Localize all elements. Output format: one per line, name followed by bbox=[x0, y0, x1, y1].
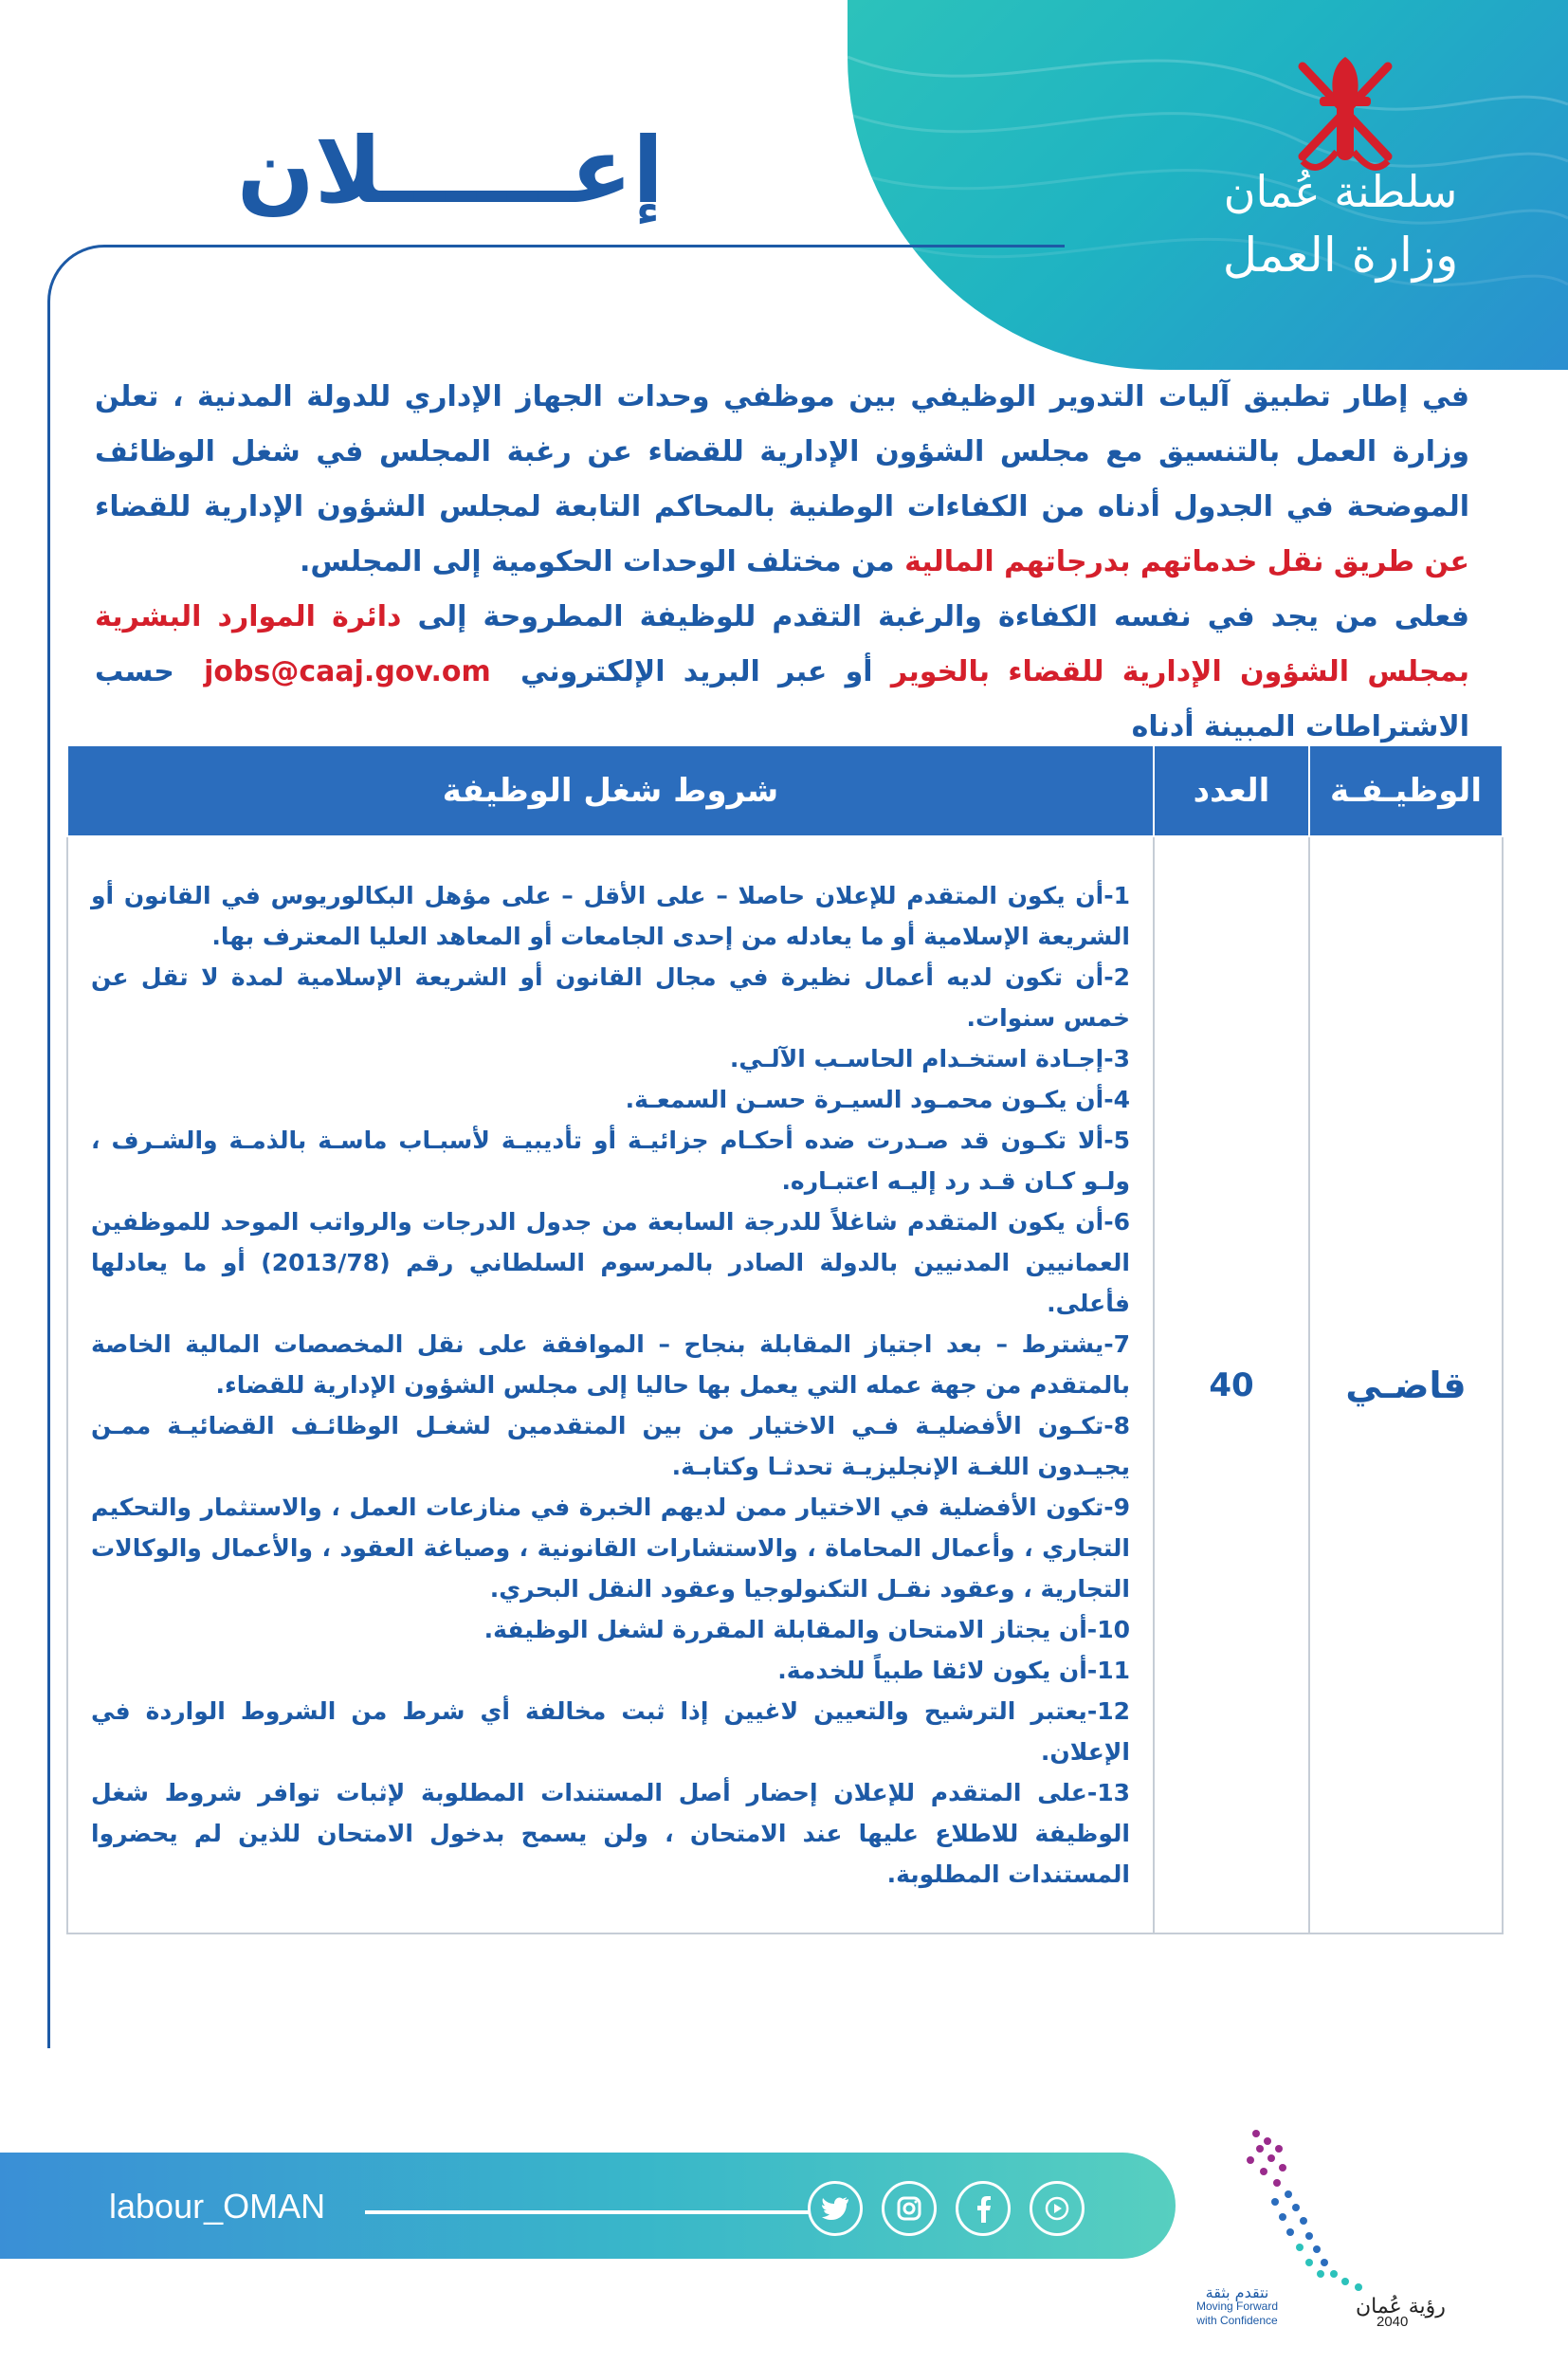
header-count: العدد bbox=[1154, 745, 1309, 836]
intro-p1-text-end: من مختلف الوحدات الحكومية إلى المجلس. bbox=[299, 545, 895, 578]
oman-emblem-icon bbox=[1274, 38, 1416, 180]
condition-item: 9-تكون الأفضلية في الاختيار ممن لديهم الخبرة في منازعات العمل ، والاستثمار والتحكيم التجاري ، وأعمال المحاماة ، والاستشارات القانونية ، وصياغة العقود ، والأعمال والوكالات التجارية ، وعقود نقـل التكنولوجيا وعقود النقل البحري. bbox=[91, 1494, 1130, 1603]
vision-label: رؤية عُمان bbox=[1356, 2295, 1446, 2318]
frame-left-border bbox=[47, 313, 50, 2048]
header-conditions: شروط شغل الوظيفة bbox=[67, 745, 1154, 836]
condition-item: 2-أن تكون لديه أعمال نظيرة في مجال القانون أو الشريعة الإسلامية لمدة لا تقل عن خمس سنوات. bbox=[91, 963, 1130, 1032]
intro-text bbox=[95, 370, 1469, 755]
condition-item: 12-يعتبر الترشيح والتعيين لاغيين إذا ثبت مخالفة أي شرط من الشروط الواردة في الإعلان. bbox=[91, 1697, 1130, 1766]
condition-item: 10-أن يجتاز الامتحان والمقابلة المقررة لشغل الوظيفة. bbox=[483, 1616, 1130, 1643]
cell-job: قاضـي bbox=[1309, 836, 1503, 1933]
motto-english-line1: Moving Forward bbox=[1195, 2300, 1279, 2313]
vision-year: 2040 bbox=[1377, 2314, 1409, 2330]
condition-item: 3-إجـادة استخـدام الحاسـب الآلـي. bbox=[729, 1045, 1130, 1072]
conditions-list bbox=[91, 875, 1130, 1895]
condition-item: 13-على المتقدم للإعلان إحضار أصل المستندات المطلوبة لإثبات توافر شروط شغل الوظيفة للاطلاع عليها عند الامتحان ، ولن يسمح بدخول الامتحان للذين لم يحضروا المستندات المطلوبة. bbox=[91, 1779, 1130, 1888]
condition-item: 5-ألا تكـون قد صـدرت ضده أحكـام جزائيـة أو تأديبيـة لأسبـاب ماسـة بالذمـة والشـرف ، ولـو كـان قـد رد إليـه اعتبـاره. bbox=[91, 1127, 1130, 1195]
ministry-name-line1: سلطنة عُمان bbox=[1223, 166, 1458, 217]
intro-paragraph-2 bbox=[95, 590, 1469, 755]
condition-item: 11-أن يكون لائقا طبياً للخدمة. bbox=[777, 1657, 1130, 1684]
motto-arabic: نتقدم بثقة bbox=[1205, 2283, 1269, 2301]
condition-item: 6-أن يكون المتقدم شاغلاً للدرجة السابعة من جدول الدرجات والرواتب الموحد للموظفين العمانيين المدنيين بالدولة الصادر بالمرسوم السلطاني رقم (2013/78) أو ما يعادلها فأعلى. bbox=[91, 1208, 1130, 1317]
header-job: الوظيـفـة bbox=[1309, 745, 1503, 836]
table-row bbox=[67, 836, 1503, 1933]
intro-p2-text-mid: أو عبر البريد الإلكتروني bbox=[520, 655, 873, 688]
vision-motto bbox=[1185, 2285, 1289, 2328]
social-handle[interactable]: labour_OMAN bbox=[109, 2187, 326, 2226]
condition-item: 7-يشترط – بعد اجتياز المقابلة بنجاح – الموافقة على نقل المخصصات المالية الخاصة بالمتقدم من جهة عمله التي يعمل بها حاليا إلى مجلس الشؤون الإدارية للقضاء. bbox=[91, 1330, 1130, 1399]
cell-conditions bbox=[67, 836, 1154, 1933]
intro-p2-text: فعلى من يجد في نفسه الكفاءة والرغبة التقدم للوظيفة المطروحة إلى bbox=[417, 600, 1469, 633]
jobs-table bbox=[66, 744, 1504, 1934]
twitter-icon[interactable] bbox=[808, 2181, 863, 2236]
frame-top-border bbox=[47, 245, 1065, 342]
condition-item: 8-تكـون الأفضليـة فـي الاختيار من بين المتقدمين لشغـل الوظائـف القضائيـة ممـن يجيـدون اللغـة الإنجليزيـة تحدثـا وكتابـة. bbox=[91, 1412, 1130, 1480]
intro-paragraph-1 bbox=[95, 370, 1469, 590]
announcement-title: إعــــــلان bbox=[236, 118, 664, 224]
intro-p2-text-end: حسب الاشتراطات المبينة أدناه bbox=[95, 655, 1469, 743]
email-link[interactable]: jobs@caaj.gov.om bbox=[204, 655, 491, 688]
intro-p1-highlight: عن طريق نقل خدماتهم بدرجاتهم المالية bbox=[904, 545, 1469, 578]
ministry-name-line2: وزارة العمل bbox=[1222, 228, 1459, 283]
instagram-icon[interactable] bbox=[882, 2181, 937, 2236]
condition-item: 4-أن يكـون محمـود السيـرة حسـن السمعـة. bbox=[625, 1086, 1130, 1113]
intro-p1-text: في إطار تطبيق آليات التدوير الوظيفي بين موظفي وحدات الجهاز الإداري للدولة المدنية ، تعلن وزارة العمل بالتنسيق مع مجلس الشؤون الإدارية للقضاء عن رغبة المجلس في شغل الوظائف الموضحة في الجدول أدناه من الكفاءات الوطنية بالمحاكم التابعة لمجلس الشؤون الإدارية للقضاء bbox=[95, 380, 1469, 523]
condition-item: 1-أن يكون المتقدم للإعلان حاصلا – على الأقل – على مؤهل البكالوريوس في القانون أو الشريعة الإسلامية أو ما يعادله من إحدى الجامعات أو المعاهد العليا المعترف بها. bbox=[91, 882, 1130, 950]
youtube-icon[interactable] bbox=[1030, 2181, 1085, 2236]
ministry-name bbox=[1217, 161, 1464, 288]
facebook-icon[interactable] bbox=[956, 2181, 1011, 2236]
footer-divider bbox=[365, 2210, 811, 2214]
table-header-row bbox=[67, 745, 1503, 836]
cell-count: 40 bbox=[1154, 836, 1309, 1933]
intro-p2-highlight: دائرة الموارد البشرية بمجلس الشؤون الإدارية للقضاء بالخوير bbox=[95, 600, 1469, 688]
motto-english-line2: with Confidence bbox=[1196, 2314, 1278, 2327]
